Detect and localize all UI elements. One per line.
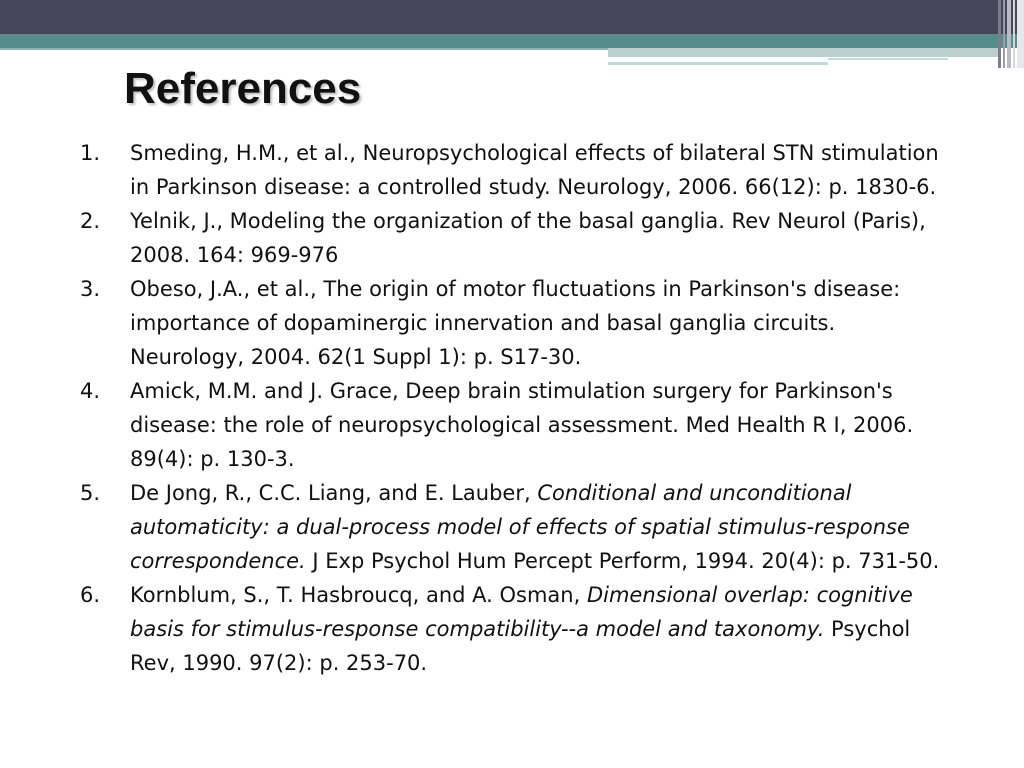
reference-authors: De Jong, R., C.C. Liang, and E. Lauber, — [130, 481, 538, 505]
slide-title: References — [124, 64, 362, 113]
reference-details: J Exp Psychol Hum Percept Perform, 1994. 20(4): p. 731-50. — [305, 549, 940, 573]
reference-text — [130, 272, 950, 374]
header-dark-band — [0, 0, 1024, 34]
reference-number: 3. — [80, 277, 101, 301]
reference-text — [130, 136, 950, 204]
reference-number: 1. — [80, 141, 101, 165]
reference-title-italic: Conditional and unconditional automaticity: a dual-process model of effects of spatial stimulus-response correspondence. — [130, 481, 910, 573]
header-teal-band — [0, 34, 1024, 48]
reference-details: Modeling the organization of the basal ganglia. Rev Neurol (Paris), 2008. 164: 969-976 — [130, 209, 926, 267]
reference-item — [80, 578, 950, 680]
reference-text — [130, 476, 950, 578]
reference-text — [130, 204, 950, 272]
reference-authors: Kornblum, S., T. Hasbroucq, and A. Osman, — [130, 583, 587, 607]
header-edge-stripes — [998, 0, 1024, 68]
reference-details: Psychol Rev, 1990. 97(2): p. 253-70. — [130, 617, 911, 675]
reference-authors: Yelnik, J., — [130, 209, 230, 233]
header-accent-bar — [608, 48, 1000, 57]
reference-authors: Smeding, H.M., et al., — [130, 141, 363, 165]
reference-item — [80, 272, 950, 374]
header-accent-line — [828, 58, 948, 60]
header-accent-line — [0, 48, 608, 50]
reference-number: 5. — [80, 481, 101, 505]
reference-details: Deep brain stimulation surgery for Parkinson's disease: the role of neuropsychological assessment. Med Health R I, 2006. 89(4): p. 130-3. — [130, 379, 914, 471]
reference-item — [80, 374, 950, 476]
reference-item — [80, 136, 950, 204]
header-accent-line — [608, 62, 828, 65]
reference-number: 6. — [80, 583, 101, 607]
reference-item — [80, 476, 950, 578]
reference-item — [80, 204, 950, 272]
reference-details: The origin of motor fluctuations in Parkinson's disease: importance of dopaminergic innervation and basal ganglia circuits. Neurology, 2004. 62(1 Suppl 1): p. S17-30. — [130, 277, 901, 369]
references-list — [80, 136, 950, 680]
reference-title-italic: Dimensional overlap: cognitive basis for stimulus-response compatibility--a model and taxonomy. — [130, 583, 913, 641]
reference-authors: Obeso, J.A., et al., — [130, 277, 324, 301]
reference-text — [130, 374, 950, 476]
reference-details: Neuropsychological effects of bilateral STN stimulation in Parkinson disease: a controlled study. Neurology, 2006. 66(12): p. 1830-6. — [130, 141, 939, 199]
reference-number: 4. — [80, 379, 101, 403]
reference-number: 2. — [80, 209, 101, 233]
reference-authors: Amick, M.M. and J. Grace, — [130, 379, 406, 403]
reference-text — [130, 578, 950, 680]
